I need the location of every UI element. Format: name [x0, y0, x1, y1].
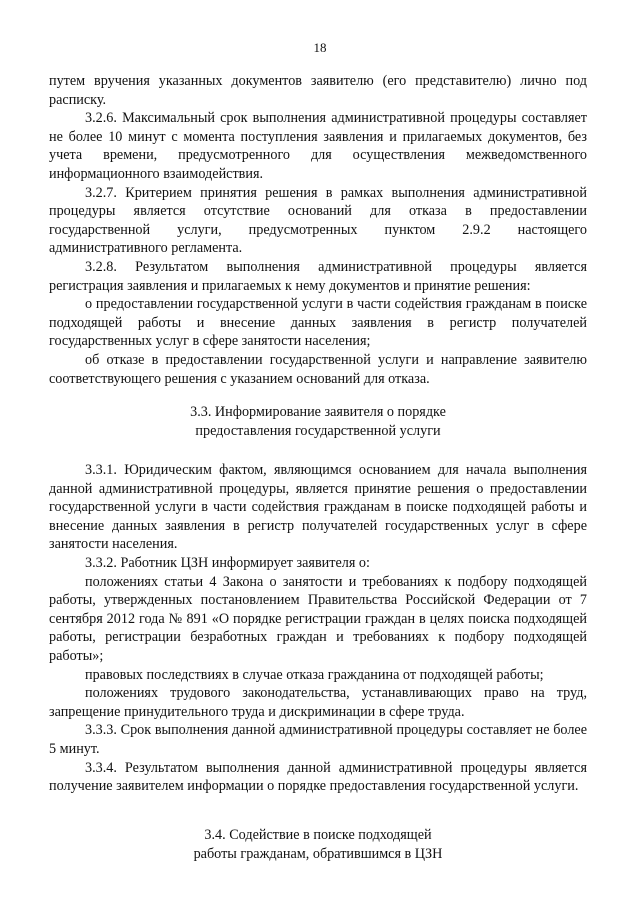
paragraph-3-3-2: 3.3.2. Работник ЦЗН информирует заявителя о: — [85, 555, 370, 572]
paragraph-3-3-4: 3.3.4. Результатом выполнения данной административной процедуры является получение заявителем информации о порядке предоставления государственной услуги. — [49, 759, 587, 795]
section-heading-3-3 — [49, 403, 587, 441]
paragraph-3-2-8: 3.2.8. Результатом выполнения административной процедуры является регистрация заявления и прилагаемых к нему документов и принятие решения: — [49, 258, 587, 294]
section-heading-3-4-line-2: работы гражданам, обратившимся в ЦЗН — [193, 845, 443, 862]
paragraph-decision-grant: о предоставлении государственной услуги в части содействия гражданам в поиске подходящей работы и внесение данных заявления в регистр получателей государственных услуг в сфере занятости населения; — [49, 296, 587, 350]
document-body — [49, 72, 587, 864]
paragraph-decision-refuse: об отказе в предоставлении государственной услуги и направление заявителю соответствующего решения с указанием оснований для отказа. — [49, 351, 587, 387]
section-heading-3-4-line-1: 3.4. Содействие в поиске подходящей — [204, 826, 432, 843]
section-heading-3-3-line-1: 3.3. Информирование заявителя о порядке — [190, 404, 446, 421]
paragraph-info-labor-law: положениях трудового законодательства, устанавливающих право на труд, запрещение принудительного труда и дискриминации в сфере труда. — [49, 685, 587, 720]
paragraph-continuation: путем вручения указанных документов заявителю (его представителю) лично под расписку. — [49, 73, 587, 108]
paragraph-info-article-4: положениях статьи 4 Закона о занятости и требованиях к подбору подходящей работы, утвержденных постановлением Правительства Российской Федерации от 7 сентября 2012 года № 891 «О порядке регистрации граждан в целях поиска подходящей работы, регистрации безработных граждан и требованиях к подбору подходящей работы»; — [49, 573, 587, 665]
section-heading-3-3-line-2: предоставления государственной услуги — [195, 423, 441, 440]
section-heading-3-4 — [49, 826, 587, 864]
page-number: 18 — [313, 40, 327, 55]
paragraph-3-2-7: 3.2.7. Критерием принятия решения в рамках выполнения административной процедуры является отсутствие оснований для отказа в предоставлении государственной услуги, предусмотренных пунктом 2.9.2 настоящего административного регламента. — [49, 184, 587, 257]
paragraph-3-3-3: 3.3.3. Срок выполнения данной административной процедуры составляет не более 5 минут. — [49, 722, 587, 757]
paragraph-3-3-1: 3.3.1. Юридическим фактом, являющимся основанием для начала выполнения данной административной процедуры, является принятие решения о предоставлении государственной услуги в части содействия гражданам в поиске подходящей работы и внесение данных заявления в регистр получателей государственных услуг в сфере занятости населения. — [49, 462, 587, 553]
section-gap — [49, 441, 587, 461]
paragraph-3-2-6: 3.2.6. Максимальный срок выполнения административной процедуры составляет не более 10 минут с момента поступления заявления и прилагаемых документов, без учета времени, предусмотренного для осуществления межведомственного информационного взаимодействия. — [49, 110, 587, 182]
paragraph-info-legal-consequences: правовых последствиях в случае отказа гражданина от подходящей работы; — [85, 666, 544, 683]
